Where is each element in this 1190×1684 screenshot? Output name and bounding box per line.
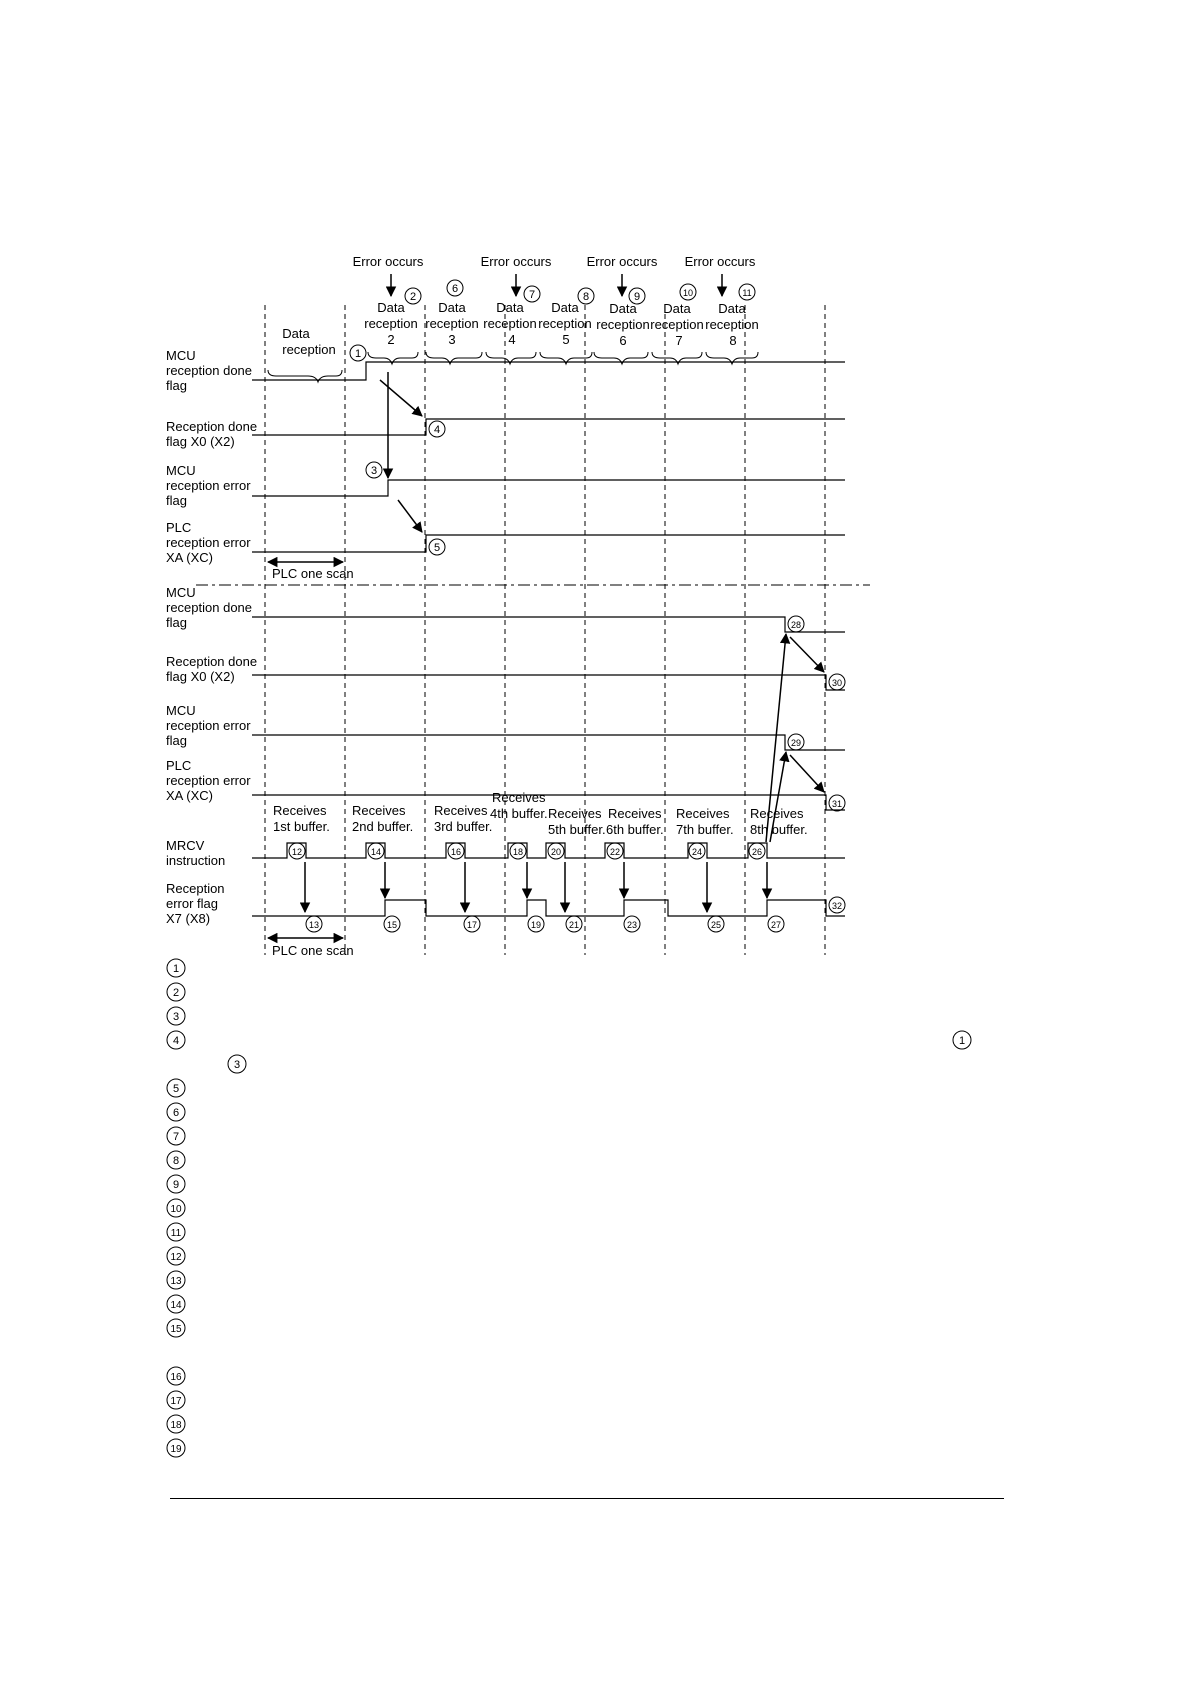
legend-item-17: [167, 1391, 185, 1409]
lower-signal-labels: [166, 585, 257, 926]
lower-plc-error-l1: PLC: [166, 758, 192, 773]
svg-text:31: 31: [831, 799, 843, 809]
marker-11: [739, 284, 755, 300]
svg-text:30: 30: [831, 678, 843, 688]
legend-item-19: [167, 1439, 185, 1457]
svg-text:23: 23: [626, 920, 638, 930]
receives-4-l1: Receives: [492, 790, 546, 805]
svg-text:14: 14: [170, 1300, 182, 1311]
svg-text:11: 11: [742, 288, 752, 298]
wave-mcu-done-upper: [252, 362, 845, 380]
svg-text:8: 8: [582, 291, 590, 303]
receives-5-l1: Receives: [548, 806, 602, 821]
svg-text:20: 20: [550, 847, 562, 857]
upper-mcu-error-l1: MCU: [166, 463, 196, 478]
legend-item-6: [167, 1103, 185, 1121]
legend-item-16: [167, 1367, 185, 1385]
data-reception-6-line1: Data: [609, 301, 637, 316]
data-reception-4-line2: reception: [483, 316, 537, 331]
lower-mcu-error-l1: MCU: [166, 703, 196, 718]
legend-item-18: [167, 1415, 185, 1433]
lower-mcu-error-l2: reception error: [166, 718, 251, 733]
legend-item-14: [167, 1295, 185, 1313]
legend-item-12: [167, 1247, 185, 1265]
marker-10: [680, 284, 696, 300]
lower-plc-error-l2: reception error: [166, 773, 251, 788]
svg-text:7: 7: [528, 289, 536, 301]
upper-mcu-error-l2: reception error: [166, 478, 251, 493]
lower-arrows: [305, 634, 824, 912]
marker-7: [524, 286, 540, 302]
receives-7-l2: 7th buffer.: [676, 822, 734, 837]
svg-text:26: 26: [751, 847, 763, 857]
svg-text:1: 1: [172, 963, 180, 975]
svg-text:9: 9: [633, 291, 641, 303]
wave-plc-error-upper: [252, 535, 845, 552]
upper-recv-done-l2: flag X0 (X2): [166, 434, 235, 449]
data-reception-5-line2: reception: [538, 316, 592, 331]
upper-mcu-done-l1: MCU: [166, 348, 196, 363]
wave-mcu-done-lower: [252, 617, 845, 632]
marker-27: [768, 916, 784, 932]
error-occurs-label-4: Error occurs: [684, 254, 756, 269]
legend-item-5: [167, 1079, 185, 1097]
marker-32: [829, 897, 845, 913]
svg-text:15: 15: [386, 920, 398, 930]
marker-6: [447, 280, 463, 296]
marker-24: [689, 843, 705, 859]
svg-text:29: 29: [790, 738, 802, 748]
receives-6-l2: 6th buffer.: [606, 822, 664, 837]
marker-2: [405, 288, 421, 304]
data-reception-8-line3: 8: [729, 333, 737, 348]
arrow-mcu-done-to-x0: [380, 380, 422, 416]
upper-signal-labels: [166, 348, 257, 565]
marker-4: [429, 421, 445, 437]
data-reception-7-line3: 7: [675, 333, 683, 348]
arrow-done-to-x0: [790, 637, 824, 672]
marker-21: [566, 916, 582, 932]
wave-mcu-error-lower: [252, 735, 845, 750]
legend-item-2: [167, 983, 185, 1001]
svg-text:10: 10: [170, 1204, 182, 1215]
data-reception-8-line1: Data: [718, 301, 746, 316]
svg-text:14: 14: [370, 847, 382, 857]
legend-item-3: [167, 1007, 185, 1025]
data-reception-7-line1: Data: [663, 301, 691, 316]
lower-plc-error-l3: XA (XC): [166, 788, 213, 803]
upper-arrows: [380, 372, 422, 532]
svg-text:5: 5: [433, 542, 441, 554]
svg-text:9: 9: [172, 1179, 180, 1191]
error-arrows: [391, 274, 722, 296]
legend-item-7: [167, 1127, 185, 1145]
marker-16: [448, 843, 464, 859]
upper-recv-done-l1: Reception done: [166, 419, 258, 434]
marker-28: [788, 616, 804, 632]
svg-text:17: 17: [466, 920, 478, 930]
lower-mcu-error-l3: flag: [166, 733, 187, 748]
receives-1-l2: 1st buffer.: [273, 819, 330, 834]
svg-text:11: 11: [170, 1228, 182, 1239]
mrcv-l2: instruction: [166, 853, 226, 868]
svg-text:16: 16: [450, 847, 462, 857]
lower-recv-done-l1: Reception done: [166, 654, 258, 669]
data-reception-7-line2: reception: [650, 317, 704, 332]
svg-text:3: 3: [370, 465, 378, 477]
svg-text:2: 2: [172, 987, 180, 999]
svg-text:1: 1: [354, 348, 362, 360]
svg-text:6: 6: [172, 1107, 180, 1119]
upper-mcu-error-l3: flag: [166, 493, 187, 508]
svg-text:22: 22: [609, 847, 621, 857]
wave-mcu-error-upper: [252, 480, 845, 496]
upper-plc-error-l2: reception error: [166, 535, 251, 550]
data-reception-5-line3: 5: [562, 332, 570, 347]
data-reception-1-line2: reception: [282, 342, 336, 357]
svg-text:25: 25: [710, 920, 722, 930]
legend-item-10: [167, 1199, 185, 1217]
svg-text:16: 16: [170, 1372, 182, 1383]
marker-9: [629, 288, 645, 304]
marker-29: [788, 734, 804, 750]
legend-item-1: [167, 959, 185, 977]
data-reception-1-line1: Data: [282, 326, 310, 341]
svg-text:27: 27: [770, 920, 782, 930]
data-reception-2-line3: 2: [387, 332, 395, 347]
recv-err-x7-l1: Reception: [166, 881, 225, 896]
receives-labels: [273, 790, 808, 837]
receives-8-l2: 8th buffer.: [750, 822, 808, 837]
marker-15: [384, 916, 400, 932]
marker-25: [708, 916, 724, 932]
svg-text:28: 28: [790, 620, 802, 630]
svg-text:7: 7: [172, 1131, 180, 1143]
marker-13: [306, 916, 322, 932]
lower-waveforms: [252, 617, 845, 916]
svg-text:17: 17: [170, 1396, 182, 1407]
svg-text:15: 15: [170, 1324, 182, 1335]
svg-text:18: 18: [170, 1420, 182, 1431]
svg-text:8: 8: [172, 1155, 180, 1167]
svg-text:19: 19: [170, 1444, 182, 1455]
data-reception-3-line3: 3: [448, 332, 456, 347]
error-occurs-label-2: Error occurs: [480, 254, 552, 269]
data-reception-2-line1: Data: [377, 300, 405, 315]
data-reception-4-line1: Data: [496, 300, 524, 315]
legend-inline-1: [953, 1031, 971, 1049]
data-reception-4-line3: 4: [508, 332, 516, 347]
svg-text:5: 5: [172, 1083, 180, 1095]
recv-err-x7-l2: error flag: [166, 896, 219, 911]
legend-item-13: [167, 1271, 185, 1289]
marker-31: [829, 795, 845, 811]
mrcv-l1: MRCV: [166, 838, 205, 853]
receives-2-l2: 2nd buffer.: [352, 819, 414, 834]
receives-1-l1: Receives: [273, 803, 327, 818]
svg-text:4: 4: [172, 1035, 180, 1047]
upper-waveforms: [252, 362, 845, 552]
upper-plc-error-l3: XA (XC): [166, 550, 213, 565]
marker-12: [289, 843, 305, 859]
lower-recv-done-l2: flag X0 (X2): [166, 669, 235, 684]
marker-5: [429, 539, 445, 555]
svg-text:6: 6: [451, 283, 459, 295]
legend-inline-3: [228, 1055, 246, 1073]
wave-recv-done-lower: [252, 675, 845, 690]
legend-item-9: [167, 1175, 185, 1193]
receives-2-l1: Receives: [352, 803, 406, 818]
svg-text:19: 19: [530, 920, 542, 930]
data-reception-6-line2: reception: [596, 317, 650, 332]
upper-mcu-done-l2: reception done: [166, 363, 253, 378]
legend-list: [167, 959, 971, 1457]
upper-mcu-done-l3: flag: [166, 378, 187, 393]
legend-item-15: [167, 1319, 185, 1337]
receives-5-l2: 5th buffer.: [548, 822, 606, 837]
marker-30: [829, 674, 845, 690]
marker-18: [510, 843, 526, 859]
svg-text:4: 4: [433, 424, 441, 436]
receives-6-l1: Receives: [608, 806, 662, 821]
footer-rule: [170, 1498, 1004, 1499]
plc-one-scan-label-upper: PLC one scan: [272, 566, 354, 581]
marker-26: [749, 843, 765, 859]
marker-19: [528, 916, 544, 932]
svg-text:18: 18: [512, 847, 524, 857]
data-reception-3-line1: Data: [438, 300, 466, 315]
legend-item-8: [167, 1151, 185, 1169]
receives-4-l2: 4th buffer.: [490, 806, 548, 821]
svg-text:1: 1: [958, 1035, 966, 1047]
wave-recv-done-upper: [252, 419, 845, 435]
lower-mcu-done-l3: flag: [166, 615, 187, 630]
arrow-mcu-error-to-plc: [398, 500, 422, 532]
header-labels: [282, 254, 758, 357]
lower-mcu-done-l2: reception done: [166, 600, 253, 615]
svg-text:10: 10: [682, 288, 694, 298]
error-occurs-label-3: Error occurs: [586, 254, 658, 269]
svg-text:3: 3: [233, 1059, 241, 1071]
svg-text:13: 13: [308, 920, 320, 930]
plc-one-scan-label-lower: PLC one scan: [272, 943, 354, 958]
data-reception-8-line2: reception: [705, 317, 759, 332]
svg-text:3: 3: [172, 1011, 180, 1023]
marker-20: [548, 843, 564, 859]
wave-recv-err-x7: [252, 900, 845, 916]
data-reception-5-line1: Data: [551, 300, 579, 315]
svg-text:21: 21: [568, 920, 580, 930]
legend-item-11: [167, 1223, 185, 1241]
svg-text:24: 24: [691, 847, 703, 857]
recv-err-x7-l3: X7 (X8): [166, 911, 211, 926]
marker-3: [366, 462, 382, 478]
marker-1: [350, 345, 366, 361]
legend-item-4: [167, 1031, 185, 1049]
upper-plc-error-l1: PLC: [166, 520, 192, 535]
marker-8: [578, 288, 594, 304]
receives-3-l1: Receives: [434, 803, 488, 818]
marker-22: [607, 843, 623, 859]
lower-mcu-done-l1: MCU: [166, 585, 196, 600]
marker-14: [368, 843, 384, 859]
receives-7-l1: Receives: [676, 806, 730, 821]
marker-17: [464, 916, 480, 932]
data-reception-3-line2: reception: [425, 316, 479, 331]
reception-braces: [268, 352, 758, 382]
svg-text:2: 2: [409, 291, 417, 303]
svg-text:12: 12: [291, 847, 303, 857]
svg-text:13: 13: [170, 1276, 182, 1287]
data-reception-2-line2: reception: [364, 316, 418, 331]
receives-3-l2: 3rd buffer.: [434, 819, 493, 834]
receives-8-l1: Receives: [750, 806, 804, 821]
error-occurs-label-1: Error occurs: [352, 254, 424, 269]
data-reception-6-line3: 6: [619, 333, 627, 348]
marker-23: [624, 916, 640, 932]
arrow-err-to-plc: [790, 755, 824, 792]
svg-text:32: 32: [831, 901, 843, 911]
svg-text:12: 12: [170, 1252, 182, 1263]
